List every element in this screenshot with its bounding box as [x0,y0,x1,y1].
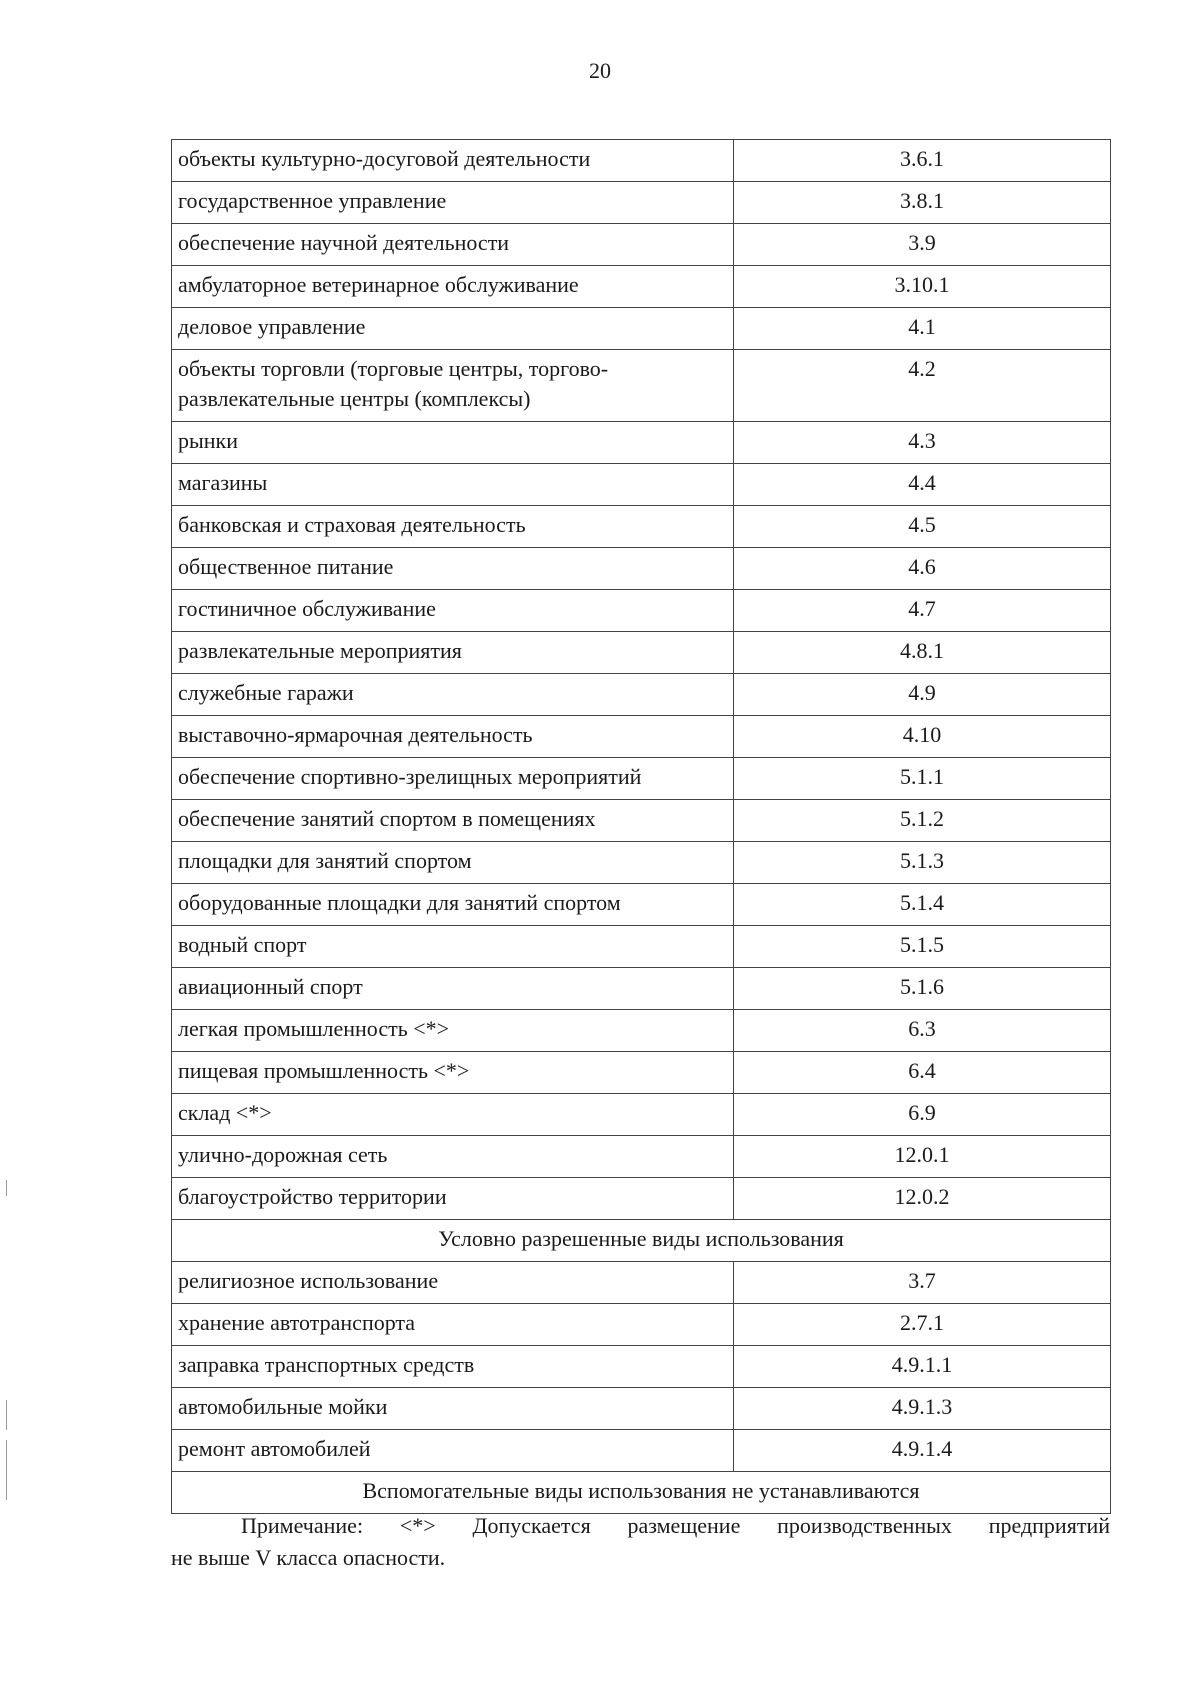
use-code-cell: 3.6.1 [734,140,1111,182]
table-row [172,758,1111,800]
use-name-cell: ремонт автомобилей [172,1430,734,1472]
use-code-cell: 4.5 [734,506,1111,548]
table-row [172,506,1111,548]
use-code-cell: 5.1.3 [734,842,1111,884]
auxiliary-uses-heading: Вспомогательные виды использования не устанавливаются [172,1472,1111,1514]
use-name-cell: религиозное использование [172,1262,734,1304]
table-row [172,926,1111,968]
use-code-cell: 3.10.1 [734,266,1111,308]
use-code-cell: 6.3 [734,1010,1111,1052]
table-row [172,968,1111,1010]
use-name-cell: развлекательные мероприятия [172,632,734,674]
use-name-cell: амбулаторное ветеринарное обслуживание [172,266,734,308]
scan-margin-mark [6,1440,7,1500]
table-row [172,800,1111,842]
table-row [172,590,1111,632]
conditional-uses-heading: Условно разрешенные виды использования [172,1220,1111,1262]
table-row [172,308,1111,350]
table-row [172,182,1111,224]
use-name-cell: заправка транспортных средств [172,1346,734,1388]
use-code-cell: 5.1.2 [734,800,1111,842]
use-name-cell: площадки для занятий спортом [172,842,734,884]
table-row [172,266,1111,308]
use-code-cell: 4.6 [734,548,1111,590]
use-name-cell: обеспечение научной деятельности [172,224,734,266]
use-name-cell: гостиничное обслуживание [172,590,734,632]
use-code-cell: 4.3 [734,422,1111,464]
use-code-cell: 4.9.1.4 [734,1430,1111,1472]
table-row [172,1430,1111,1472]
use-name-cell: общественное питание [172,548,734,590]
use-name-cell: легкая промышленность <*> [172,1010,734,1052]
use-code-cell: 5.1.5 [734,926,1111,968]
use-name-cell: обеспечение спортивно-зрелищных мероприятий [172,758,734,800]
use-name-cell: рынки [172,422,734,464]
land-use-table-body [172,140,1111,1514]
use-code-cell: 3.8.1 [734,182,1111,224]
table-row [172,1010,1111,1052]
footnote-line-1: Примечание: <*> Допускается размещение производственных предприятий [241,1513,1110,1538]
use-name-cell: магазины [172,464,734,506]
use-code-cell: 12.0.1 [734,1136,1111,1178]
use-code-cell: 3.7 [734,1262,1111,1304]
table-row [172,1262,1111,1304]
use-code-cell: 4.8.1 [734,632,1111,674]
use-code-cell: 12.0.2 [734,1178,1111,1220]
footnote-line-2: не выше V класса опасности. [171,1545,446,1570]
use-code-cell: 4.1 [734,308,1111,350]
scan-margin-mark [6,1400,7,1430]
use-name-cell: благоустройство территории [172,1178,734,1220]
table-row [172,842,1111,884]
page-number: 20 [589,58,611,83]
use-code-cell: 4.9 [734,674,1111,716]
use-code-cell: 3.9 [734,224,1111,266]
table-row [172,632,1111,674]
use-name-cell: автомобильные мойки [172,1388,734,1430]
use-name-cell: государственное управление [172,182,734,224]
use-name-cell: выставочно-ярмарочная деятельность [172,716,734,758]
use-name-cell: хранение автотранспорта [172,1304,734,1346]
use-code-cell: 4.9.1.1 [734,1346,1111,1388]
use-code-cell: 5.1.1 [734,758,1111,800]
table-row [172,464,1111,506]
table-row [172,1052,1111,1094]
use-code-cell: 4.7 [734,590,1111,632]
table-row [172,1388,1111,1430]
use-name-cell: служебные гаражи [172,674,734,716]
use-code-cell: 4.10 [734,716,1111,758]
use-code-cell: 6.4 [734,1052,1111,1094]
use-name-cell: пищевая промышленность <*> [172,1052,734,1094]
scan-margin-mark [6,1180,7,1196]
use-name-cell: склад <*> [172,1094,734,1136]
use-code-cell: 2.7.1 [734,1304,1111,1346]
use-name-cell: объекты торговли (торговые центры, торгово-развлекательные центры (комплексы) [172,350,734,422]
use-name-cell: обеспечение занятий спортом в помещениях [172,800,734,842]
table-row [172,350,1111,422]
table-row [172,716,1111,758]
use-name-cell: деловое управление [172,308,734,350]
use-name-cell: оборудованные площадки для занятий спортом [172,884,734,926]
use-code-cell: 4.2 [734,350,1111,422]
footnote [171,1510,1110,1574]
table-row [172,140,1111,182]
section-heading-row [172,1220,1111,1262]
use-name-cell: банковская и страховая деятельность [172,506,734,548]
use-code-cell: 5.1.4 [734,884,1111,926]
use-name-cell: авиационный спорт [172,968,734,1010]
table-row [172,674,1111,716]
use-code-cell: 4.9.1.3 [734,1388,1111,1430]
use-code-cell: 4.4 [734,464,1111,506]
table-row [172,1136,1111,1178]
table-row [172,224,1111,266]
table-row [172,548,1111,590]
section-heading-row [172,1472,1111,1514]
use-code-cell: 5.1.6 [734,968,1111,1010]
use-name-cell: водный спорт [172,926,734,968]
use-name-cell: объекты культурно-досуговой деятельности [172,140,734,182]
table-row [172,1094,1111,1136]
table-row [172,1304,1111,1346]
table-row [172,884,1111,926]
table-row [172,422,1111,464]
use-name-cell: улично-дорожная сеть [172,1136,734,1178]
use-code-cell: 6.9 [734,1094,1111,1136]
land-use-table [171,139,1111,1514]
table-row [172,1178,1111,1220]
table-row [172,1346,1111,1388]
